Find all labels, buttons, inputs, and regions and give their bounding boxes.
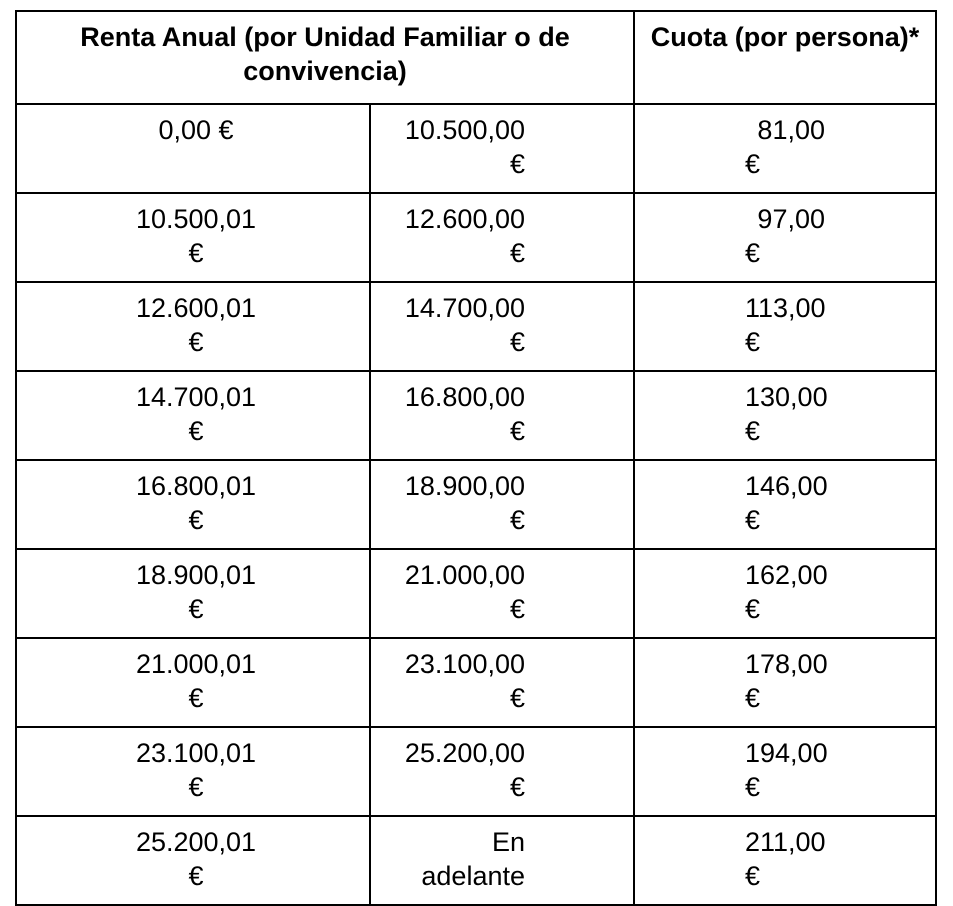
fee-cell: 178,00 €: [634, 638, 936, 727]
table-header-row: [16, 11, 936, 104]
fee-cell: 130,00 €: [634, 371, 936, 460]
fee-cell: 211,00 €: [634, 816, 936, 905]
table-row: [16, 371, 936, 460]
income-to-cell: 16.800,00 €: [370, 371, 634, 460]
income-to-cell: 23.100,00 €: [370, 638, 634, 727]
income-to-cell: 10.500,00 €: [370, 104, 634, 193]
header-income: Renta Anual (por Unidad Familiar o de convivencia): [16, 11, 634, 104]
income-from-cell: 14.700,01 €: [16, 371, 370, 460]
fee-cell: 113,00 €: [634, 282, 936, 371]
income-from-cell: 10.500,01 €: [16, 193, 370, 282]
fee-cell: 97,00 €: [634, 193, 936, 282]
income-from-cell: 18.900,01 €: [16, 549, 370, 638]
fee-cell: 194,00 €: [634, 727, 936, 816]
income-to-cell: 25.200,00 €: [370, 727, 634, 816]
income-to-cell: 21.000,00 €: [370, 549, 634, 638]
income-from-cell: 21.000,01 €: [16, 638, 370, 727]
table-row: [16, 193, 936, 282]
income-to-cell: 12.600,00 €: [370, 193, 634, 282]
table-row: [16, 104, 936, 193]
header-fee: Cuota (por persona)*: [634, 11, 936, 104]
table-row: [16, 638, 936, 727]
income-to-cell: 14.700,00 €: [370, 282, 634, 371]
table-row: [16, 816, 936, 905]
income-from-cell: 0,00 €: [16, 104, 370, 193]
income-from-cell: 12.600,01 €: [16, 282, 370, 371]
fee-cell: 146,00 €: [634, 460, 936, 549]
income-fee-table: [15, 10, 937, 906]
income-to-cell: En adelante: [370, 816, 634, 905]
fee-cell: 81,00 €: [634, 104, 936, 193]
table-row: [16, 282, 936, 371]
table-row: [16, 460, 936, 549]
income-from-cell: 25.200,01 €: [16, 816, 370, 905]
fee-cell: 162,00 €: [634, 549, 936, 638]
table-row: [16, 549, 936, 638]
income-from-cell: 23.100,01 €: [16, 727, 370, 816]
income-from-cell: 16.800,01 €: [16, 460, 370, 549]
income-to-cell: 18.900,00 €: [370, 460, 634, 549]
table-row: [16, 727, 936, 816]
